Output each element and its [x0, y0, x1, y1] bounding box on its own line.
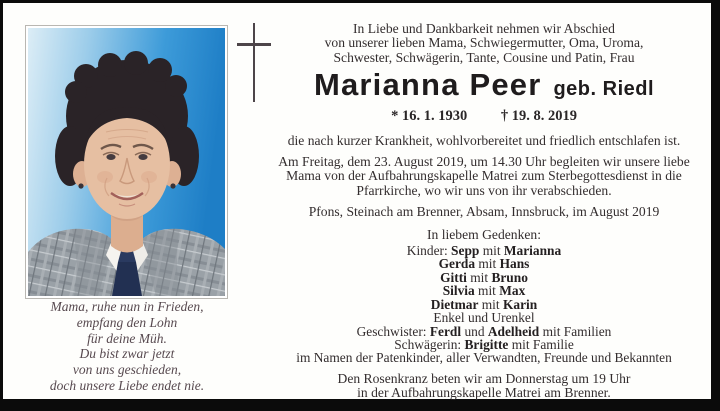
- family-line-text: mit Familie: [508, 336, 574, 352]
- family-line-text: mit Familien: [539, 323, 612, 339]
- family-line: [259, 338, 709, 351]
- poem-line: Mama, ruhe nun in Frieden,: [50, 299, 204, 314]
- rosary-line: Den Rosenkranz beten wir am Donnerstag um 19 Uhr: [337, 370, 631, 386]
- poem-line: doch unsere Liebe endet nie.: [49, 377, 205, 393]
- family-member-name: Max: [499, 283, 526, 299]
- intro-line: von unserer lieben Mama, Schwiegermutter, Oma, Uroma,: [324, 35, 644, 51]
- birth-date: * 16. 1. 1930: [391, 108, 468, 125]
- family-line-text: mit: [475, 256, 500, 272]
- family-member-name: Hans: [499, 256, 530, 272]
- family-line: [259, 311, 709, 324]
- family-line-text: und: [461, 323, 488, 339]
- portrait-photo: [28, 28, 225, 296]
- family-member-name: Bruno: [491, 269, 528, 285]
- rosary-lines: [259, 372, 709, 401]
- family-line-text: mit: [466, 269, 492, 285]
- places-line: Pfons, Steinach am Brenner, Absam, Innsbruck, im August 2019: [308, 204, 660, 220]
- poem-line: von uns geschieden,: [72, 362, 182, 378]
- family-member-name: Marianna: [503, 243, 562, 259]
- cross-vertical-bar: [253, 23, 255, 102]
- funeral-line: Am Freitag, dem 23. August 2019, um 14.30 Uhr begleiten wir unsere liebe: [278, 154, 690, 170]
- family-member-name: Dietmar: [430, 296, 479, 312]
- family-line: [259, 298, 709, 311]
- family-member-name: Karin: [502, 296, 538, 312]
- death-date: † 19. 8. 2019: [500, 108, 577, 125]
- memorial-poem: [5, 299, 249, 394]
- family-line-text: Kinder:: [406, 243, 452, 259]
- family-line-text: Schwägerin:: [394, 336, 465, 352]
- family-member-name: Gerda: [438, 256, 476, 272]
- passing-line: die nach kurzer Krankheit, wohlvorbereitet und friedlich entschlafen ist.: [287, 132, 681, 148]
- family-member-name: Gitti: [440, 269, 467, 285]
- family-list: [259, 244, 709, 365]
- family-line-text: Geschwister:: [356, 323, 430, 339]
- funeral-line: Pfarrkirche, wo wir uns von ihr verabschieden.: [356, 182, 612, 198]
- poem-line: Du bist zwar jetzt: [79, 346, 175, 362]
- family-line: [259, 325, 709, 338]
- family-line: [259, 351, 709, 364]
- deceased-name: Marianna Peer: [313, 67, 542, 103]
- family-line-text: mit: [479, 243, 504, 259]
- portrait-photo-frame: [25, 25, 228, 299]
- family-member-name: Sepp: [451, 243, 480, 259]
- family-member-name: Adelheid: [487, 323, 540, 339]
- family-line-text: Enkel und Urenkel: [433, 310, 535, 326]
- family-line: [259, 244, 709, 257]
- intro-lines: [259, 22, 709, 65]
- family-line: [259, 271, 709, 284]
- funeral-lines: [259, 155, 709, 198]
- family-member-name: Ferdl: [429, 323, 462, 339]
- family-member-name: Brigitte: [464, 336, 509, 352]
- poem-line: empfang den Lohn: [76, 314, 178, 330]
- family-line-text: im Namen der Patenkinder, aller Verwandten, Freunde und Bekannten: [296, 350, 672, 366]
- remembrance-heading: In liebem Gedenken:: [427, 226, 541, 242]
- announcement-text: [259, 22, 709, 401]
- intro-line: In Liebe und Dankbarkeit nehmen wir Abschied: [353, 21, 615, 36]
- family-line: [259, 284, 709, 297]
- card-inner: [3, 3, 711, 399]
- maiden-name: geb. Riedl: [553, 78, 655, 101]
- rosary-line: in der Aufbahrungskapelle Matrei am Brenner.: [357, 385, 611, 401]
- intro-line: Schwester, Schwägerin, Tante, Cousine und Patin, Frau: [333, 49, 635, 65]
- title-row: [259, 69, 709, 107]
- poem-line: für deine Müh.: [87, 330, 167, 346]
- family-line-text: mit: [478, 296, 503, 312]
- family-member-name: Silvia: [442, 283, 475, 299]
- family-line: [259, 257, 709, 270]
- life-dates: [259, 109, 709, 123]
- family-line-text: mit: [474, 283, 500, 299]
- funeral-line: Mama von der Aufbahrungskapelle Matrei zum Sterbegottesdienst in die: [286, 168, 682, 184]
